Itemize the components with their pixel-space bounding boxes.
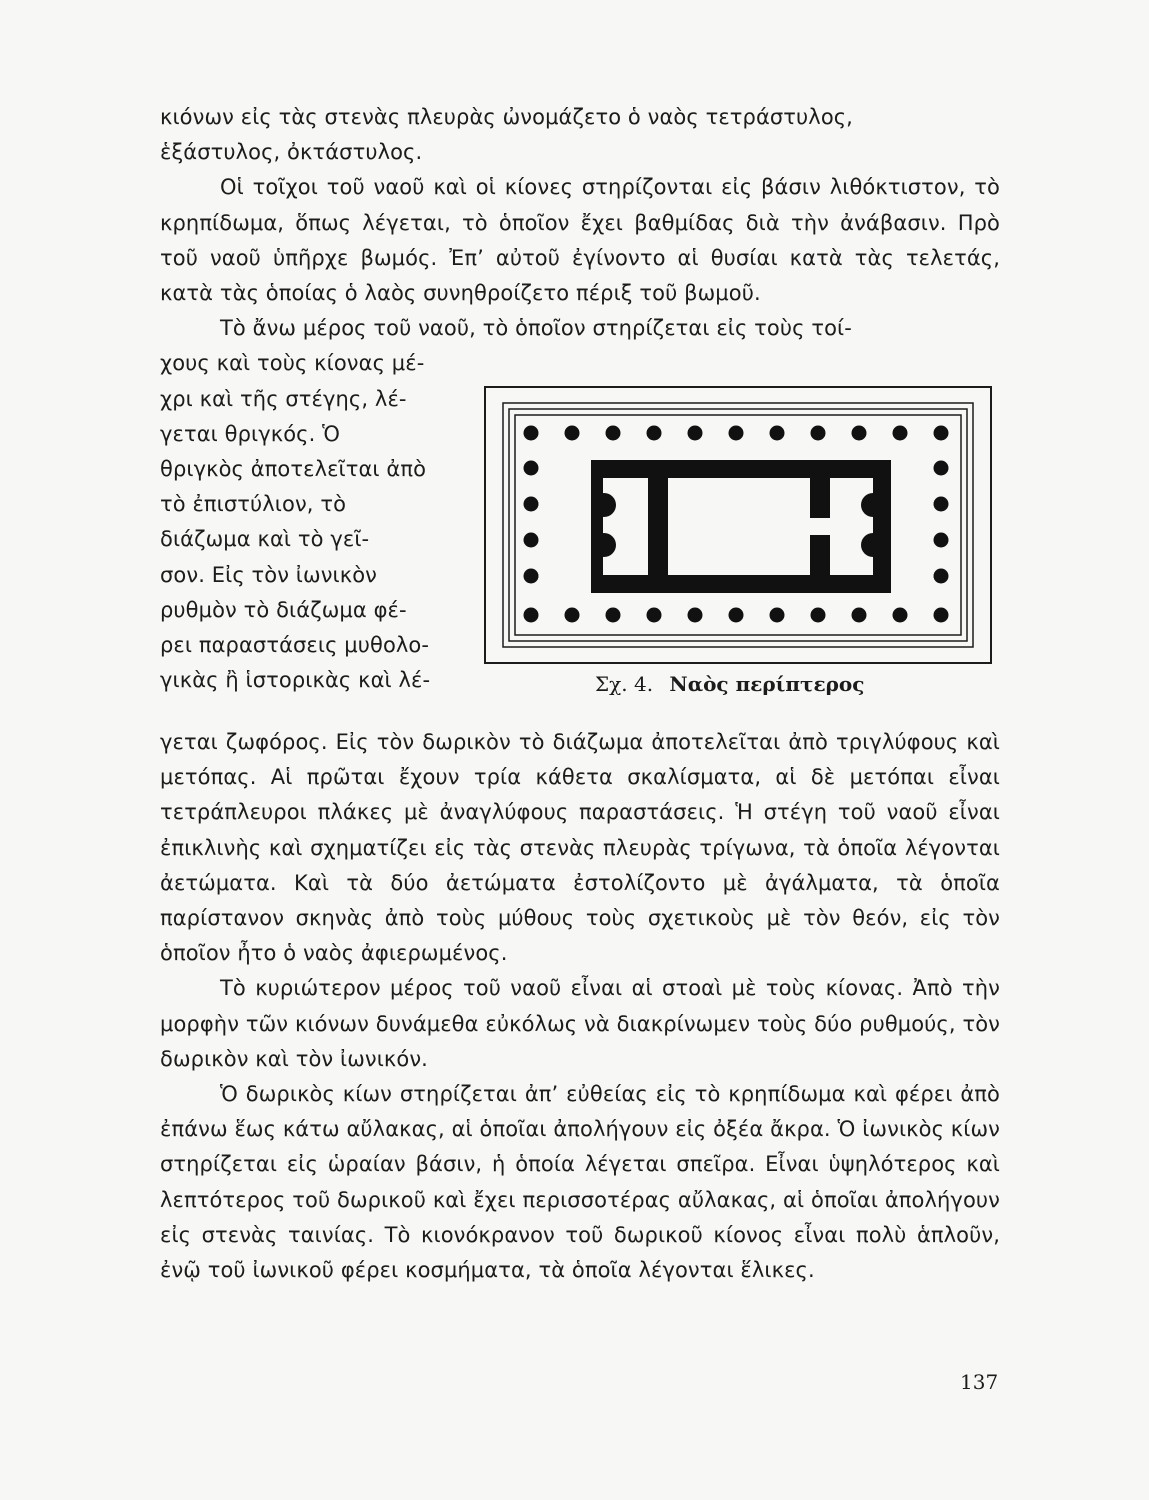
text-line: ρει παραστάσεις μυθολο- <box>160 633 430 658</box>
column-dot <box>565 608 580 623</box>
text-line: τὸ ἐπιστύλιον, τὸ <box>160 492 347 517</box>
page-number: 137 <box>960 1370 999 1394</box>
column-dot <box>729 426 744 441</box>
column-dot <box>893 608 908 623</box>
paragraph-entablature-start: Τὸ ἄνω μέρος τοῦ ναοῦ, τὸ ὁποῖον στηρίζεται εἰς τοὺς τοί- <box>220 316 852 341</box>
column-dot <box>852 608 867 623</box>
column-dot <box>934 426 949 441</box>
column-dot <box>524 497 539 512</box>
text-line: γικὰς ἢ ἱστορικὰς καὶ λέ- <box>160 668 431 693</box>
column-dot <box>647 426 662 441</box>
figure-caption <box>595 672 915 696</box>
wrapped-text-column <box>160 346 460 698</box>
column-dot <box>934 569 949 584</box>
column-dot <box>647 608 662 623</box>
text-line: κιόνων εἰς τὰς στενὰς πλευρὰς ὠνομάζετο ὁ ναὸς τετράστυλος, <box>160 105 853 129</box>
text-line: ἑξάστυλος, ὀκτάστυλος. <box>160 140 423 165</box>
column-dot <box>770 608 785 623</box>
text-line: σον. Εἰς τὸν ἰωνικὸν <box>160 562 377 587</box>
column-dot <box>524 426 539 441</box>
cella <box>591 460 891 593</box>
column-dot <box>688 608 703 623</box>
column-dot <box>934 533 949 548</box>
column-dot <box>524 533 539 548</box>
text-line: γεται θριγκός. Ὁ <box>160 421 341 446</box>
temple-plan-figure <box>483 385 993 665</box>
column-dot <box>729 608 744 623</box>
text-block-bottom <box>160 725 1000 1288</box>
column-dot <box>852 426 867 441</box>
column-dot <box>770 426 785 441</box>
paragraph-columns: Ὁ δωρικὸς κίων στηρίζεται ἀπ’ εὐθείας εἰς τὸ κρηπίδωμα καὶ φέρει ἀπὸ ἐπάνω ἕως κάτω αὔλακας, αἱ ὁποῖαι ἀπολήγουν εἰς ὀξέα ἄκρα. Ὁ ἰωνικὸς κίων στηρίζεται εἰς ὡραίαν βάσιν, ἡ ὁποία λέγεται σπεῖρα. Εἶναι ὑψηλότερος καὶ λεπτότερος τοῦ δωρικοῦ καὶ ἔχει περισσοτέρας αὔλακας, αἱ ὁποῖαι ἀπολήγουν εἰς στενὰς ταινίας. Τὸ κιονόκρανον τοῦ δωρικοῦ κίονος εἶναι πολὺ ἁπλοῦν, ἐνῷ τοῦ ἰωνικοῦ φέρει κοσμήματα, τὰ ὁποῖα λέγονται ἕλικες. <box>160 1082 1000 1283</box>
text-line: διάζωμα καὶ τὸ γεῖ- <box>160 527 370 552</box>
peripteral-temple-plan-diagram <box>483 385 993 665</box>
column-dot <box>934 497 949 512</box>
column-dot <box>688 426 703 441</box>
text-line: θριγκὸς ἀποτελεῖται ἀπὸ <box>160 457 427 482</box>
text-line: χρι καὶ τῆς στέγης, λέ- <box>160 386 407 411</box>
column-dot <box>565 426 580 441</box>
column-dot <box>524 608 539 623</box>
column-dot <box>893 426 908 441</box>
column-dot <box>606 426 621 441</box>
paragraph-crepidoma: Οἱ τοῖχοι τοῦ ναοῦ καὶ οἱ κίονες στηρίζονται εἰς βάσιν λιθόκτιστον, τὸ κρηπίδωμα, ὅπως λέγεται, τὸ ὁποῖον ἔχει βαθμίδας διὰ τὴν ἀνάβασιν. Πρὸ τοῦ ναοῦ ὑπῆρχε βωμός. Ἐπ’ αὐτοῦ ἐγίνοντο αἱ θυσίαι κατὰ τὰς τελετάς, κατὰ τὰς ὁποίας ὁ λαὸς συνηθροίζετο πέριξ τοῦ βωμοῦ. <box>160 175 1000 306</box>
column-dot <box>524 569 539 584</box>
text-line: χους καὶ τοὺς κίονας μέ- <box>160 351 425 376</box>
column-dot <box>934 608 949 623</box>
paragraph-frieze: γεται ζωφόρος. Εἰς τὸν δωρικὸν τὸ διάζωμα ἀποτελεῖται ἀπὸ τριγλύφους καὶ μετόπας. Αἱ πρῶται ἔχουν τρία κάθετα σκαλίσματα, αἱ δὲ μετόπαι εἶναι τετράπλευροι πλάκες μὲ ἀναγλύφους παραστάσεις. Ἡ στέγη τοῦ ναοῦ εἶναι ἐπικλινὴς καὶ σχηματίζει εἰς τὰς στενὰς πλευρὰς τρίγωνα, τὰ ὁποῖα λέγονται ἀετώματα. Καὶ τὰ δύο ἀετώματα ἐστολίζοντο μὲ ἀγάλματα, τὰ ὁποῖα παρίστανον σκηνὰς ἀπὸ τοὺς μύθους τοὺς σχετικοὺς μὲ τὸν θεόν, εἰς τὸν ὁποῖον ἦτο ὁ ναὸς ἀφιερωμένος. <box>160 730 1000 966</box>
column-dot <box>934 461 949 476</box>
caption-number: Σχ. 4. <box>595 672 654 696</box>
caption-title: Ναὸς περίπτερος <box>669 672 865 696</box>
text-line: ρυθμὸν τὸ διάζωμα φέ- <box>160 597 407 622</box>
column-dot <box>811 426 826 441</box>
column-dot <box>606 608 621 623</box>
column-dot <box>811 608 826 623</box>
paragraph-stoas: Τὸ κυριώτερον μέρος τοῦ ναοῦ εἶναι αἱ στοαὶ μὲ τοὺς κίονας. Ἀπὸ τὴν μορφὴν τῶν κιόνων δυνάμεθα εὐκόλως νὰ διακρίνωμεν τοὺς δύο ρυθμούς, τὸν δωρικὸν καὶ τὸν ἰωνικόν. <box>160 976 1000 1071</box>
column-dot <box>524 461 539 476</box>
